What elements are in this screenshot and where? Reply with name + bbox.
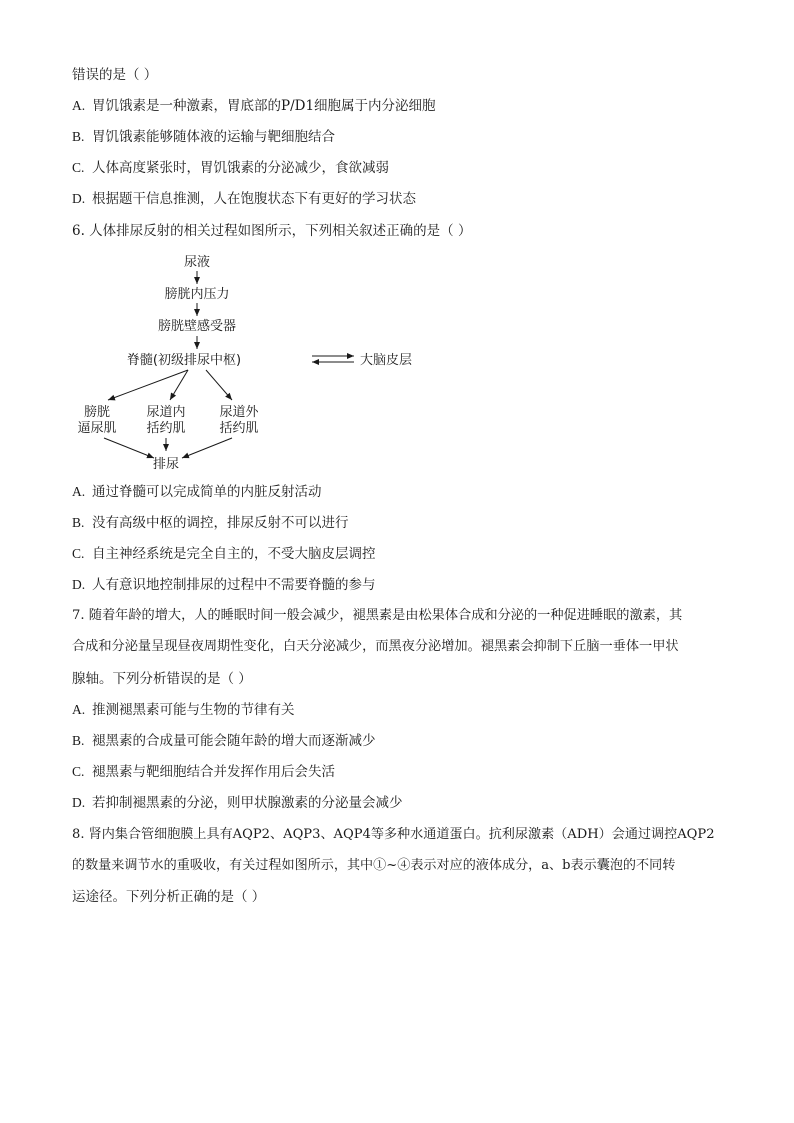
q5-option-b [72,128,335,146]
q5-option-d [72,190,416,208]
option-label: B. [72,515,85,530]
option-label: A. [72,484,86,499]
option-label: D. [72,577,86,592]
option-text: 没有高级中枢的调控，排尿反射不可以进行 [92,515,349,531]
option-label: B. [72,733,85,748]
arrow-spinal-to-detrusor [108,370,188,400]
option-label: D. [72,795,86,810]
q5-option-c [72,159,389,177]
option-label: A. [72,702,86,717]
node-bladder-pressure: 膀胱内压力 [164,287,230,302]
q8-stem-line-2: 的数量来调节水的重吸收，有关过程如图所示，其中①~④表示对应的液体成分，a、b表示囊泡的不同转 [72,858,676,873]
option-text: 褪黑素的合成量可能会随年龄的增大而逐渐减少 [92,733,376,749]
q6-option-a [72,483,322,501]
option-text: 人有意识地控制排尿的过程中不需要脊髓的参与 [92,577,376,593]
arrow-spinal-to-external [206,370,232,400]
q7-option-d [72,794,403,812]
option-text: 胃饥饿素是一种激素，胃底部的P/D1细胞属于内分泌细胞 [92,98,436,114]
q7-stem-line-3: 腺轴。下列分析错误的是（ ） [72,671,252,687]
arrow-external-to-urination [182,438,232,458]
node-internal-sphincter-l1: 尿道内 [146,405,186,420]
node-bladder-receptor: 膀胱壁感受器 [157,319,237,334]
q6-option-c [72,545,376,563]
option-label: C. [72,546,85,561]
node-detrusor-l2: 逼尿肌 [77,421,117,436]
q5-option-a [72,97,436,115]
option-text: 自主神经系统是完全自主的，不受大脑皮层调控 [92,546,376,562]
option-text: 通过脊髓可以完成简单的内脏反射活动 [92,484,322,500]
urination-reflex-diagram [60,248,480,473]
node-urination: 排尿 [152,457,180,472]
q7-stem-line-2: 合成和分泌量呈现昼夜周期性变化，白天分泌减少，而黑夜分泌增加。褪黑素会抑制下丘脑一垂体一甲状 [72,639,679,654]
arrow-spinal-to-internal [170,370,188,400]
node-internal-sphincter-l2: 括约肌 [146,421,186,436]
q6-option-b [72,514,349,532]
node-cerebral-cortex: 大脑皮层 [360,353,413,368]
node-external-sphincter-l2: 括约肌 [219,421,259,436]
q7-stem-line-1: 7. 随着年龄的增大，人的睡眠时间一般会减少，褪黑素是由松果体合成和分泌的一种促进睡眠的激素，其 [72,608,683,623]
q5-stem-tail: 错误的是（ ） [72,67,158,83]
option-label: C. [72,160,85,175]
q6-stem: 6. 人体排尿反射的相关过程如图所示，下列相关叙述正确的是（ ） [72,223,472,239]
q6-option-d [72,576,376,594]
option-text: 根据题干信息推测，人在饱腹状态下有更好的学习状态 [92,191,416,207]
option-label: B. [72,129,85,144]
option-text: 胃饥饿素能够随体液的运输与靶细胞结合 [92,129,335,145]
node-urine: 尿液 [183,255,211,270]
q7-option-c [72,763,335,781]
node-detrusor-l1: 膀胱 [83,405,111,420]
option-label: C. [72,764,85,779]
option-text: 褪黑素与靶细胞结合并发挥作用后会失活 [92,764,335,780]
arrow-detrusor-to-urination [104,438,154,458]
node-spinal-cord: 脊髓(初级排尿中枢) [126,353,242,368]
option-text: 若抑制褪黑素的分泌，则甲状腺激素的分泌量会减少 [92,795,403,811]
option-label: D. [72,191,86,206]
q7-option-b [72,732,376,750]
q7-option-a [72,701,295,719]
q8-stem-line-3: 运途径。下列分析正确的是（ ） [72,889,266,905]
option-text: 人体高度紧张时，胃饥饿素的分泌减少，食欲减弱 [92,160,389,176]
option-text: 推测褪黑素可能与生物的节律有关 [92,702,295,718]
option-label: A. [72,98,86,113]
q8-stem-line-1: 8. 肾内集合管细胞膜上具有AQP2、AQP3、AQP4等多种水通道蛋白。抗利尿激素（ADH）会通过调控AQP2 [72,827,715,842]
node-external-sphincter-l1: 尿道外 [219,405,259,420]
